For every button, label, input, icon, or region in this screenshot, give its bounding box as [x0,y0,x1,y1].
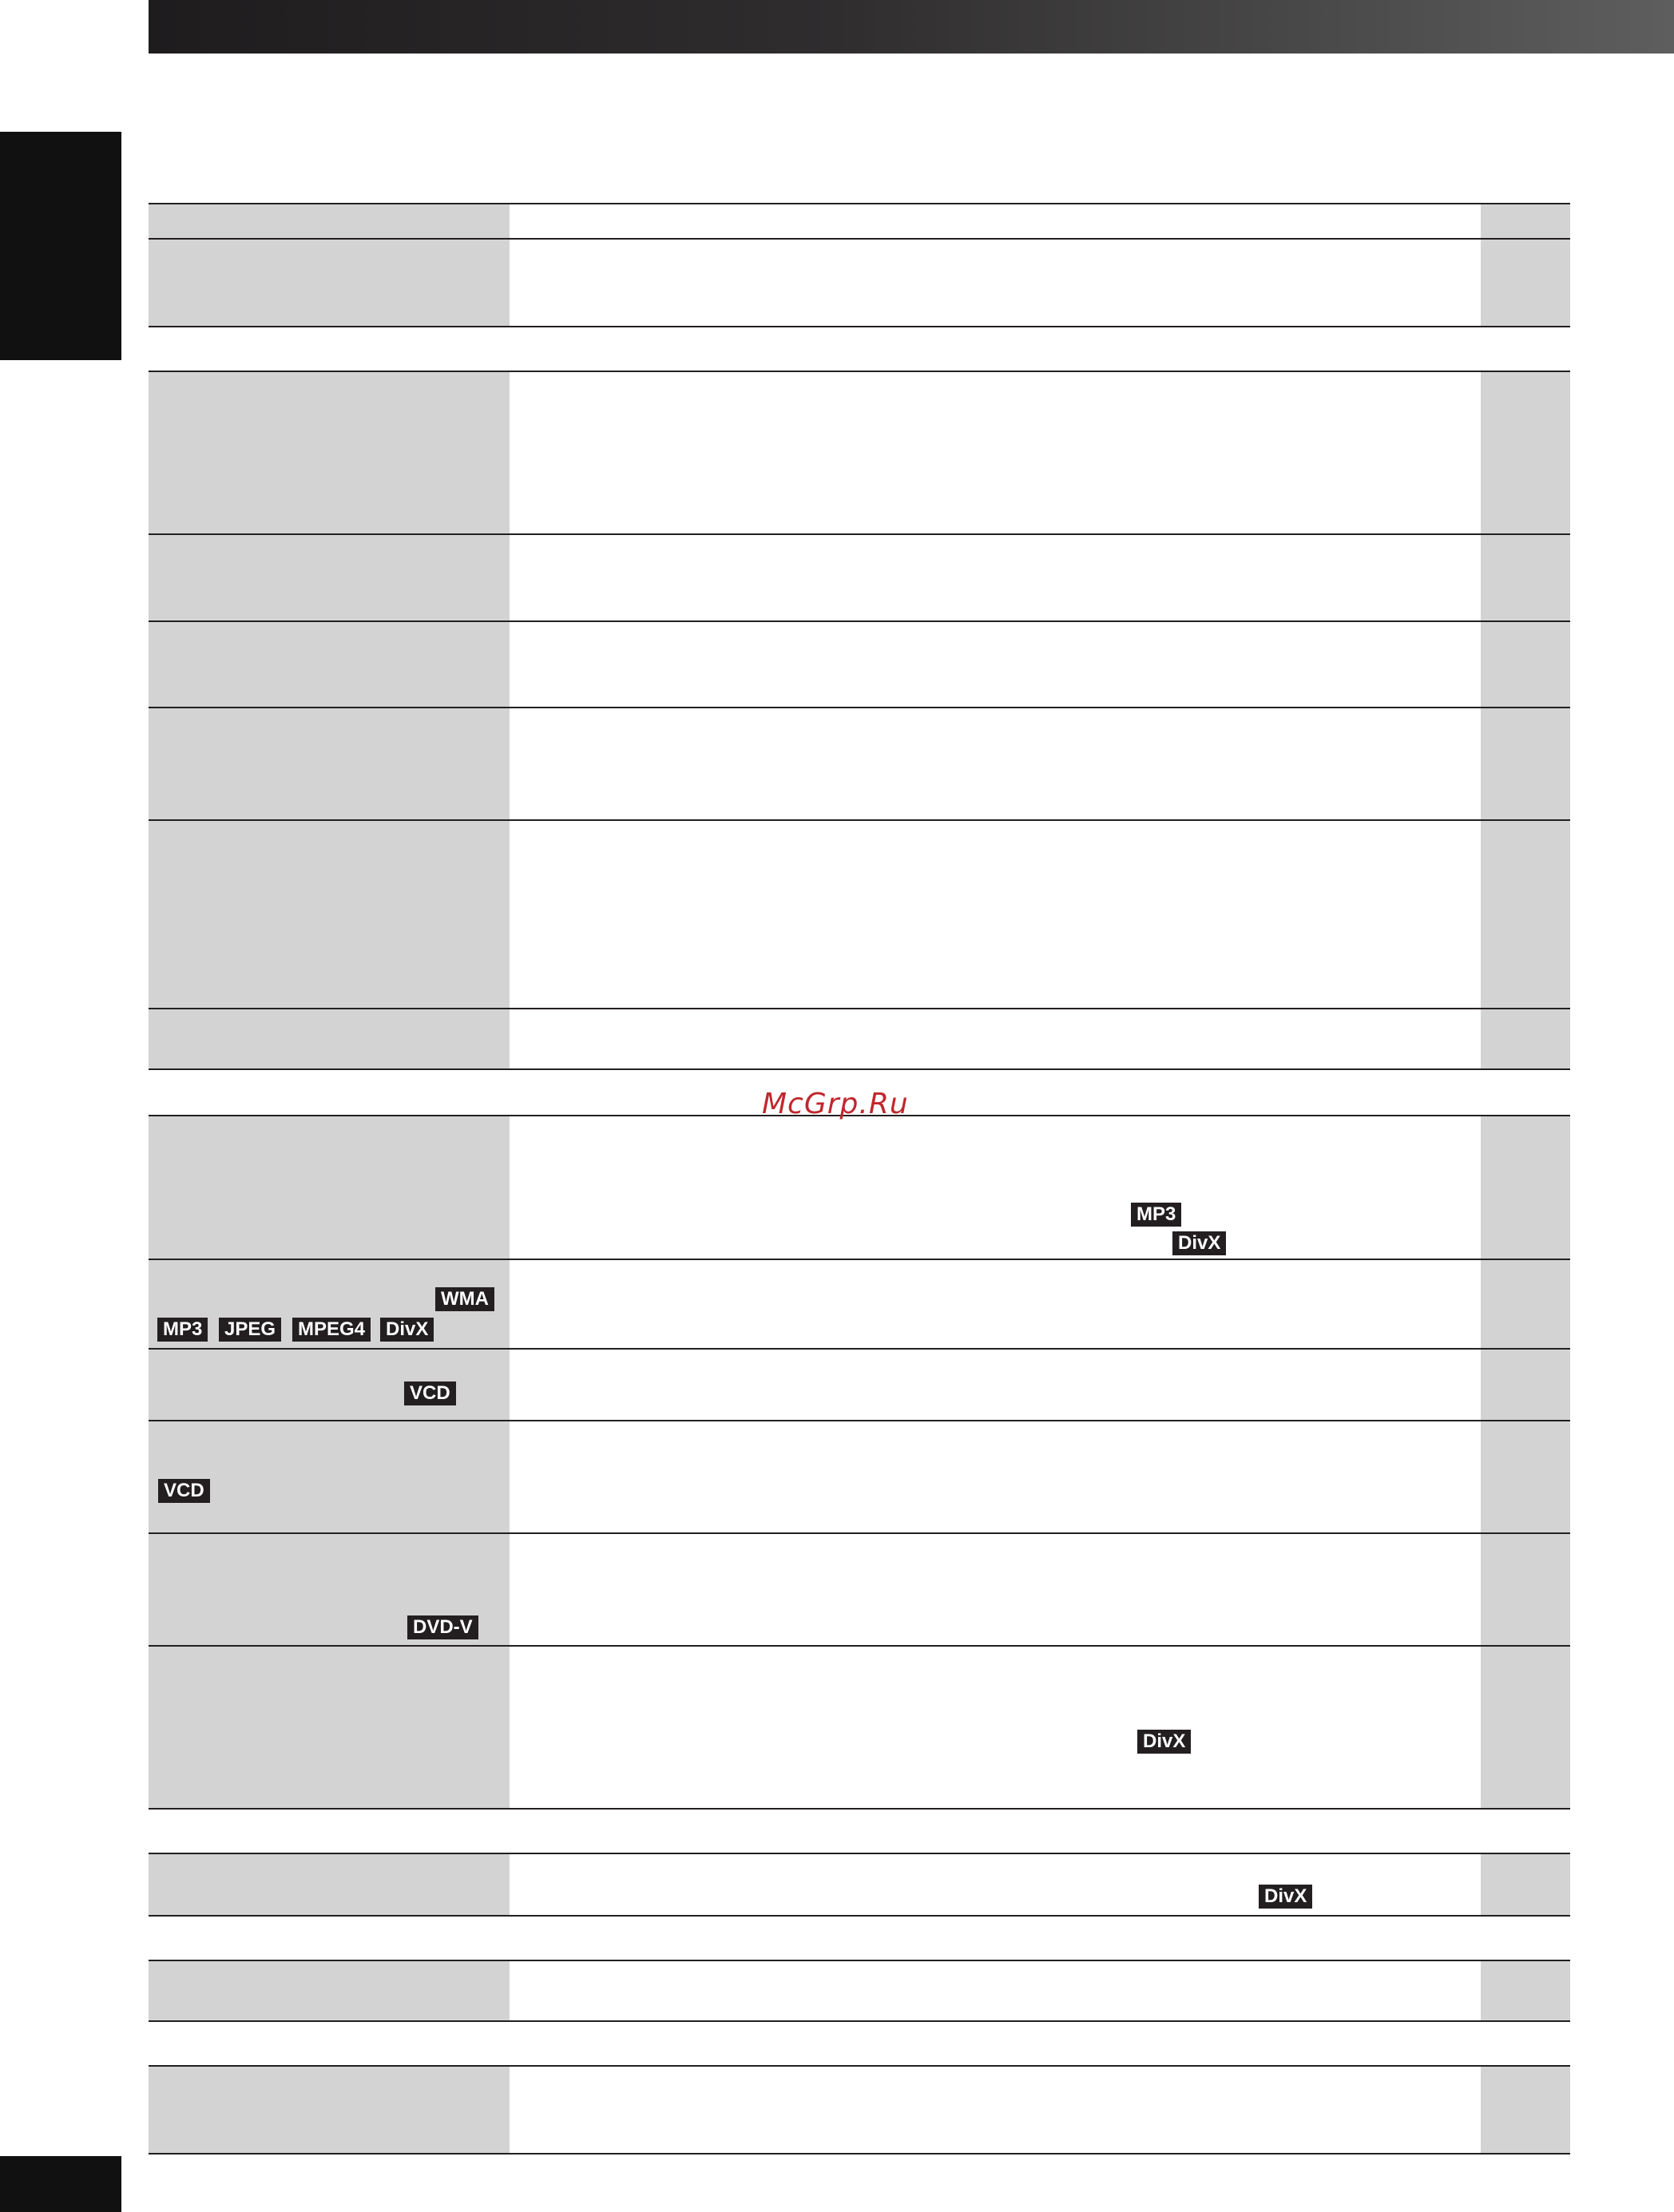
remedy-cell [510,204,1481,238]
remedy-cell [510,240,1481,326]
format-badge-mp3: MP3 [157,1318,208,1342]
table-row [149,819,1570,1009]
remedy-cell [510,821,1481,1008]
problem-cell [149,1961,510,2020]
remedy-cell [510,622,1481,707]
format-badge-mp3: MP3 [1131,1203,1181,1227]
table-row [149,1645,1570,1810]
problem-cell [149,2067,510,2153]
page-ref-cell [1481,240,1570,326]
remedy-cell [510,1421,1481,1532]
table-row [149,1348,1570,1421]
remedy-cell [510,708,1481,819]
format-badge-divx: DivX [380,1318,434,1342]
remedy-cell [510,1854,1481,1915]
page-ref-cell [1481,1961,1570,2020]
table-row [149,533,1570,622]
format-badge-vcd: VCD [158,1479,210,1503]
problem-cell [149,708,510,819]
page-ref-cell [1481,204,1570,238]
problem-cell [149,240,510,326]
page-ref-cell [1481,1854,1570,1915]
remedy-cell [510,1534,1481,1645]
format-badge-divx: DivX [1137,1730,1191,1754]
problem-cell [149,1647,510,1808]
page-ref-cell [1481,1350,1570,1420]
page-ref-cell [1481,2067,1570,2153]
format-badge-dvd-v: DVD-V [407,1615,478,1639]
table-row [149,1008,1570,1070]
page-ref-cell [1481,1260,1570,1348]
table-row [149,707,1570,821]
page-ref-cell [1481,821,1570,1008]
header-bar [149,0,1674,54]
problem-cell [149,372,510,533]
remedy-cell [510,1009,1481,1068]
table-row [149,2065,1570,2155]
problem-cell [149,204,510,238]
page-ref-cell [1481,1421,1570,1532]
watermark-text: McGrp.Ru [762,1088,909,1120]
remedy-cell [510,1961,1481,2020]
format-badge-divx: DivX [1172,1231,1226,1255]
table-row [149,238,1570,327]
table-row [149,1853,1570,1917]
side-tab [0,132,121,360]
format-badge-mpeg4: MPEG4 [292,1318,371,1342]
remedy-cell [510,1647,1481,1808]
problem-cell [149,1854,510,1915]
table-row [149,203,1570,240]
problem-cell [149,1009,510,1068]
page-ref-cell [1481,708,1570,819]
problem-cell [149,821,510,1008]
page-ref-cell [1481,1534,1570,1645]
remedy-cell [510,1260,1481,1348]
problem-cell [149,1350,510,1420]
table-row [149,1259,1570,1350]
format-badge-jpeg: JPEG [219,1318,281,1342]
table-row [149,1532,1570,1647]
page-ref-cell [1481,1647,1570,1808]
remedy-cell [510,2067,1481,2153]
format-badge-vcd: VCD [404,1382,456,1405]
problem-cell [149,1260,510,1348]
table-row [149,371,1570,535]
format-badge-wma: WMA [435,1287,494,1311]
problem-cell [149,1116,510,1259]
problem-cell [149,622,510,707]
page-ref-cell [1481,1009,1570,1068]
table-row [149,1960,1570,2022]
remedy-cell [510,1116,1481,1259]
page-ref-cell [1481,372,1570,533]
page-tab-bottom [0,2156,121,2212]
table-row [149,1420,1570,1534]
problem-cell [149,1421,510,1532]
table-row [149,1115,1570,1260]
format-badge-divx: DivX [1259,1885,1312,1909]
problem-cell [149,535,510,620]
problem-cell [149,1534,510,1645]
table-row [149,620,1570,708]
page-ref-cell [1481,622,1570,707]
page-ref-cell [1481,535,1570,620]
remedy-cell [510,535,1481,620]
remedy-cell [510,1350,1481,1420]
remedy-cell [510,372,1481,533]
page-ref-cell [1481,1116,1570,1259]
